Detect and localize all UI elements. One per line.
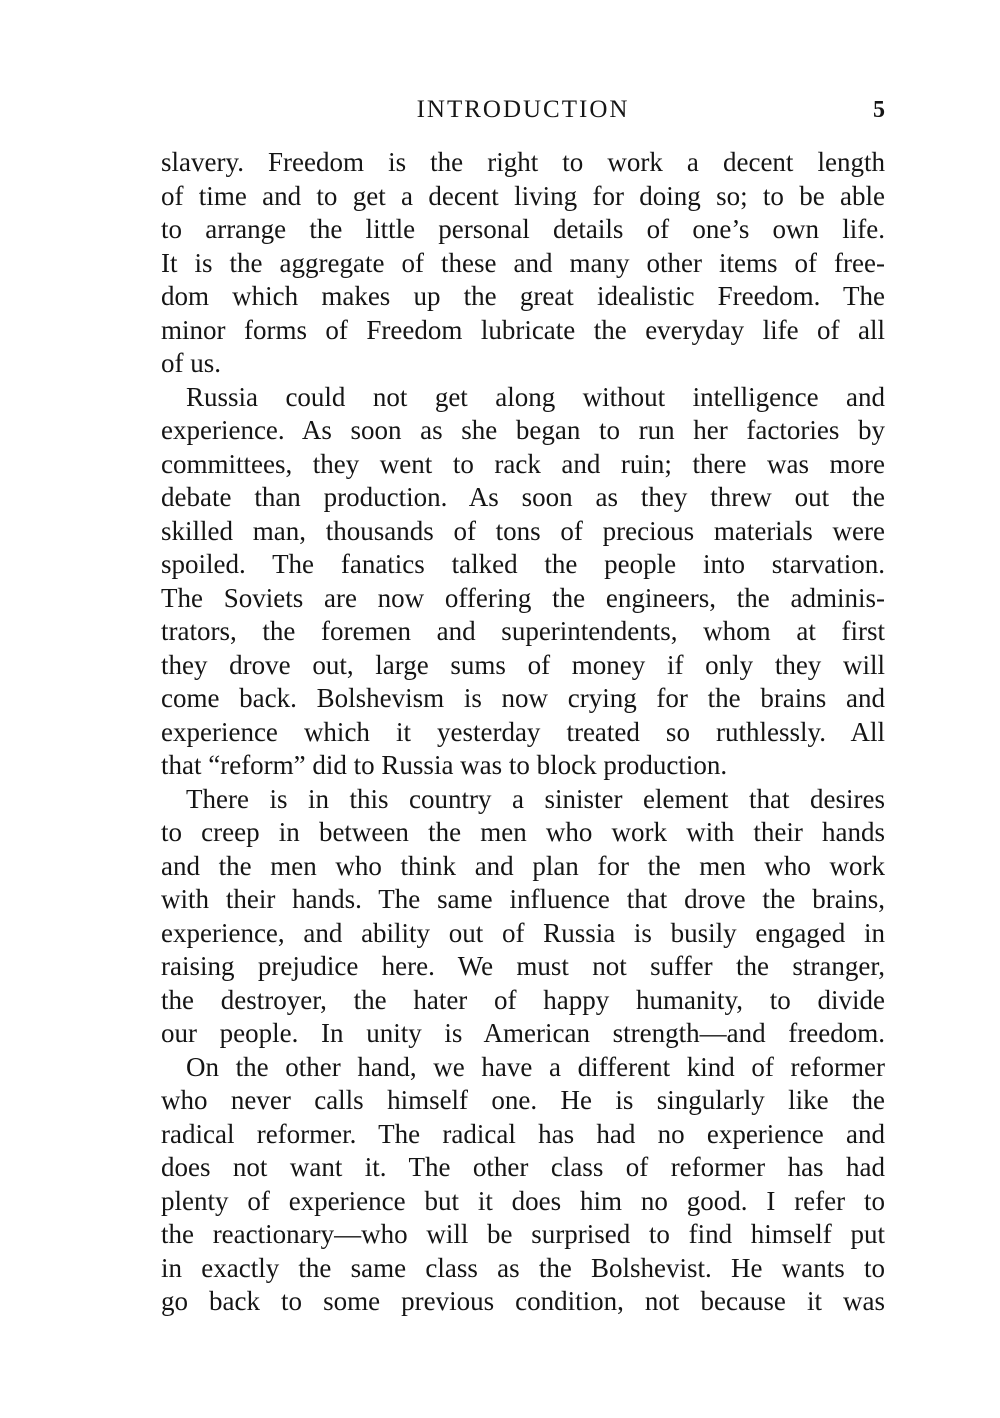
text-line: go back to some previous condition, not because it was (161, 1286, 885, 1316)
chapter-title: INTRODUCTION (416, 96, 630, 123)
text-line: to creep in between the men who work with their hands (161, 817, 885, 847)
text-line: of us. (161, 348, 221, 378)
text-line: the destroyer, the hater of happy humanity, to divide (161, 984, 885, 1015)
text-line: It is the aggregate of these and many other items of free- (161, 247, 885, 278)
text-line: to arrange the little personal details of one’s own life. (161, 214, 885, 244)
text-line: trators, the foremen and superintendents, whom at first (161, 616, 885, 646)
text-line: experience which it yesterday treated so ruthlessly. All (161, 716, 885, 747)
text-line: plenty of experience but it does him no good. I refer to (161, 1185, 885, 1216)
page-number: 5 (873, 97, 885, 123)
text-line: of time and to get a decent living for doing so; to be able (161, 180, 885, 211)
text-line: raising prejudice here. We must not suffer the stranger, (161, 951, 885, 981)
text-line: experience. As soon as she began to run her factories by (161, 415, 885, 445)
text-line: slavery. Freedom is the right to work a decent length (161, 147, 885, 177)
text-line: minor forms of Freedom lubricate the everyday life of all (161, 314, 885, 345)
text-line: that “reform” did to Russia was to block production. (161, 750, 728, 780)
paragraph (161, 1051, 885, 1319)
text-line: and the men who think and plan for the men who work (161, 850, 885, 881)
text-line: Russia could not get along without intelligence and (186, 381, 885, 412)
book-page (161, 92, 885, 1319)
text-line: radical reformer. The radical has had no experience and (161, 1118, 885, 1149)
text-line: in exactly the same class as the Bolshevist. He wants to (161, 1252, 885, 1283)
text-line: who never calls himself one. He is singularly like the (161, 1085, 885, 1115)
text-line: the reactionary—who will be surprised to find himself put (161, 1219, 885, 1249)
text-line: they drove out, large sums of money if only they will (161, 649, 885, 680)
paragraph (161, 381, 885, 783)
paragraph (161, 146, 885, 381)
text-line: debate than production. As soon as they threw out the (161, 482, 885, 512)
running-head (161, 92, 885, 132)
text-line: spoiled. The fanatics talked the people into starvation. (161, 549, 885, 579)
paragraph (161, 783, 885, 1051)
body-text (161, 146, 885, 1319)
text-line: does not want it. The other class of reformer has had (161, 1152, 885, 1182)
text-line: with their hands. The same influence that drove the brains, (161, 884, 885, 914)
text-line: skilled man, thousands of tons of precious materials were (161, 515, 885, 546)
text-line: come back. Bolshevism is now crying for the brains and (161, 683, 885, 713)
text-line: The Soviets are now offering the engineers, the adminis- (161, 582, 885, 613)
text-line: On the other hand, we have a different kind of reformer (186, 1051, 885, 1082)
text-line: experience, and ability out of Russia is busily engaged in (161, 917, 885, 948)
text-line: dom which makes up the great idealistic Freedom. The (161, 281, 885, 311)
text-line: There is in this country a sinister element that desires (186, 783, 885, 814)
text-line: committees, they went to rack and ruin; there was more (161, 448, 885, 479)
text-line: our people. In unity is American strength—and freedom. (161, 1018, 885, 1048)
